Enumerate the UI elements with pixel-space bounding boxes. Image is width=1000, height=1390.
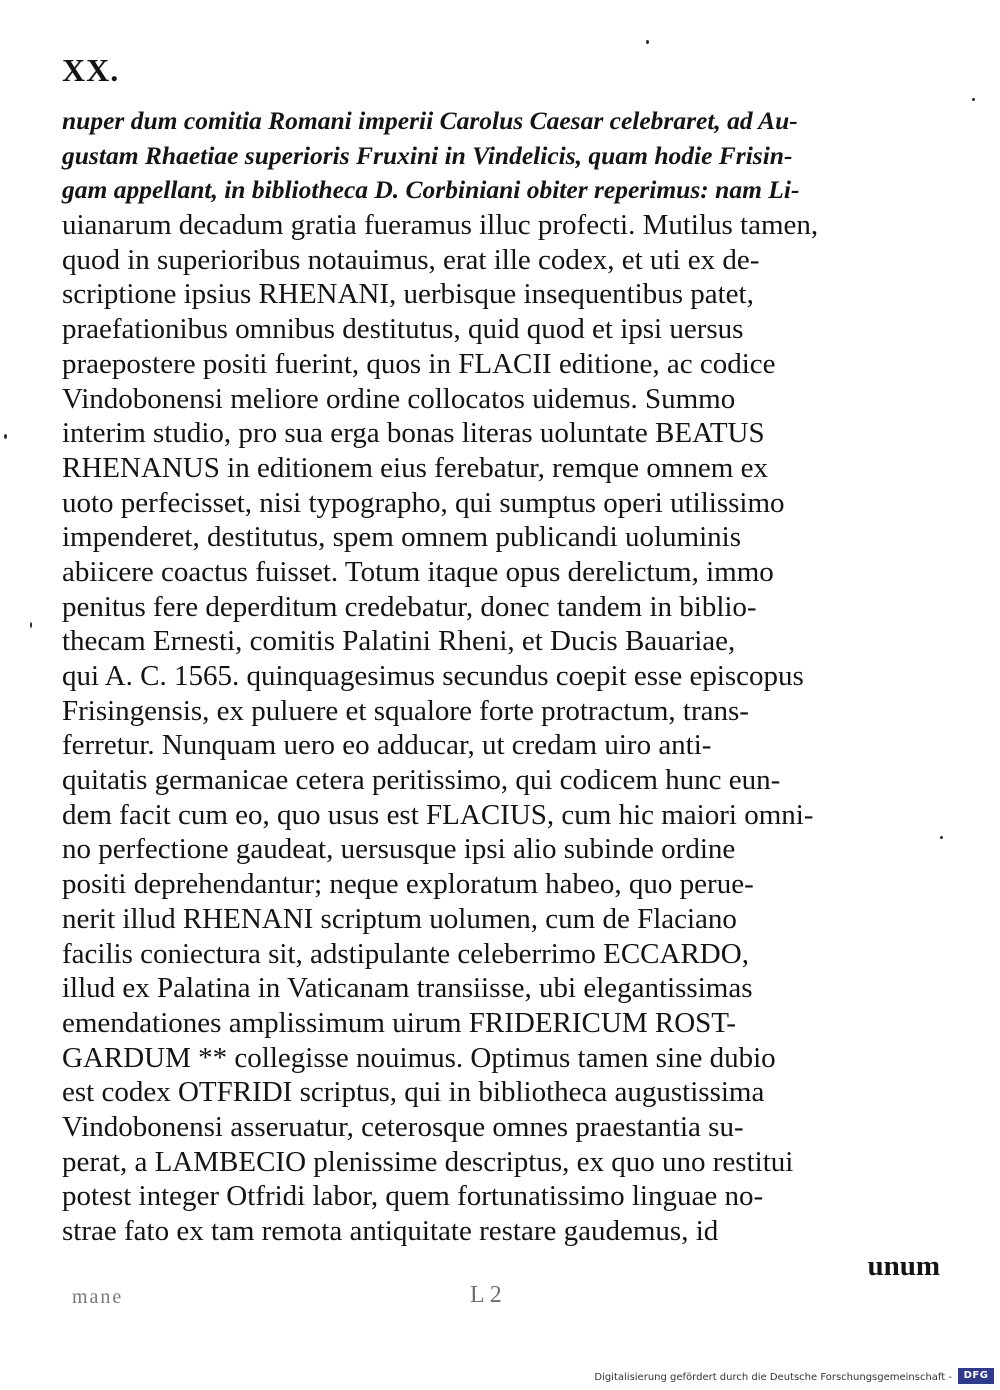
text-line: GARDUM ** collegisse nouimus. Optimus tamen sine dubio xyxy=(62,1041,776,1074)
text-line: est codex OTFRIDI scriptus, qui in bibliotheca augustissima xyxy=(62,1076,765,1109)
text-line: scriptione ipsius RHENANI, uerbisque insequentibus patet, xyxy=(62,278,754,311)
text-line: praepostere positi fuerint, quos in FLACII editione, ac codice xyxy=(62,347,776,380)
text-line: unum xyxy=(867,1249,940,1282)
text-line: thecam Ernesti, comitis Palatini Rheni, et Ducis Bauariae, xyxy=(62,625,736,658)
text-line: impenderet, destitutus, spem omnem publicandi uoluminis xyxy=(62,521,741,554)
text-line: Vindobonensi meliore ordine collocatos uidemus. Summo xyxy=(62,382,736,415)
signature-mark: L 2 xyxy=(470,1282,502,1308)
text-line: nerit illud RHENANI scriptum uolumen, cum de Flaciano xyxy=(62,902,737,935)
text-line: no perfectione gaudeat, uersusque ipsi alio subinde ordine xyxy=(62,833,736,866)
text-line: potest integer Otfridi labor, quem fortunatissimo linguae no- xyxy=(62,1180,764,1213)
text-line: praefationibus omnibus destitutus, quid quod et ipsi uersus xyxy=(62,313,744,346)
text-line: gam appellant, in bibliotheca D. Corbiniani obiter reperimus: nam Li- xyxy=(62,175,800,205)
text-line: nuper dum comitia Romani imperii Carolus Caesar celebraret, ad Au- xyxy=(62,106,798,135)
scan-speck xyxy=(972,98,975,101)
text-line: quitatis germanicae cetera peritissimo, qui codicem hunc eun- xyxy=(62,764,781,797)
dfg-logo: DFG xyxy=(958,1368,994,1384)
body-text xyxy=(62,104,940,1283)
digitization-credit: Digitalisierung gefördert durch die Deutsche Forschungsgemeinschaft - xyxy=(594,1372,952,1383)
text-line: uoto perfecisset, nisi typographo, qui sumptus operi utilissimo xyxy=(62,486,785,519)
text-line: emendationes amplissimum uirum FRIDERICUM ROST- xyxy=(62,1006,736,1039)
text-line: interim studio, pro sua erga bonas literas uoluntate BEATUS xyxy=(62,417,765,450)
scan-speck xyxy=(30,622,32,628)
text-line: Frisingensis, ex puluere et squalore forte protractum, trans- xyxy=(62,694,749,727)
catchword: mane xyxy=(72,1286,124,1308)
scan-speck xyxy=(646,40,649,44)
text-line: strae fato ex tam remota antiquitate restare gaudemus, id xyxy=(62,1215,719,1247)
text-line: uianarum decadum gratia fueramus illuc profecti. Mutilus tamen, xyxy=(62,209,819,242)
text-line: perat, a LAMBECIO plenissime descriptus, ex quo uno restitui xyxy=(62,1145,794,1178)
text-line: quod in superioribus notauimus, erat ille codex, et uti ex de- xyxy=(62,243,760,276)
scan-speck xyxy=(940,836,943,839)
text-line: dem facit cum eo, quo usus est FLACIUS, cum hic maiori omni- xyxy=(62,798,814,831)
text-line: Vindobonensi asseruatur, ceterosque omnes praestantia su- xyxy=(62,1110,744,1143)
text-line: RHENANUS in editionem eius ferebatur, remque omnem ex xyxy=(62,451,768,484)
text-line: qui A. C. 1565. quinquagesimus secundus coepit esse episcopus xyxy=(62,660,804,692)
text-line: penitus fere deperditum credebatur, donec tandem in biblio- xyxy=(62,590,757,623)
text-line: positi deprehendantur; neque exploratum habeo, quo perue- xyxy=(62,868,754,901)
text-line: abiicere coactus fuisset. Totum itaque opus derelictum, immo xyxy=(62,555,774,588)
text-line: illud ex Palatina in Vaticanam transiisse, ubi elegantissimas xyxy=(62,972,753,1005)
text-line: ferretur. Nunquam uero eo adducar, ut credam uiro anti- xyxy=(62,729,712,762)
page-number: XX. xyxy=(62,52,120,88)
text-line: facilis coniectura sit, adstipulante celeberrimo ECCARDO, xyxy=(62,937,749,970)
scan-speck xyxy=(4,434,7,439)
text-line: gustam Rhaetiae superioris Fruxini in Vindelicis, quam hodie Frisin- xyxy=(62,140,793,170)
